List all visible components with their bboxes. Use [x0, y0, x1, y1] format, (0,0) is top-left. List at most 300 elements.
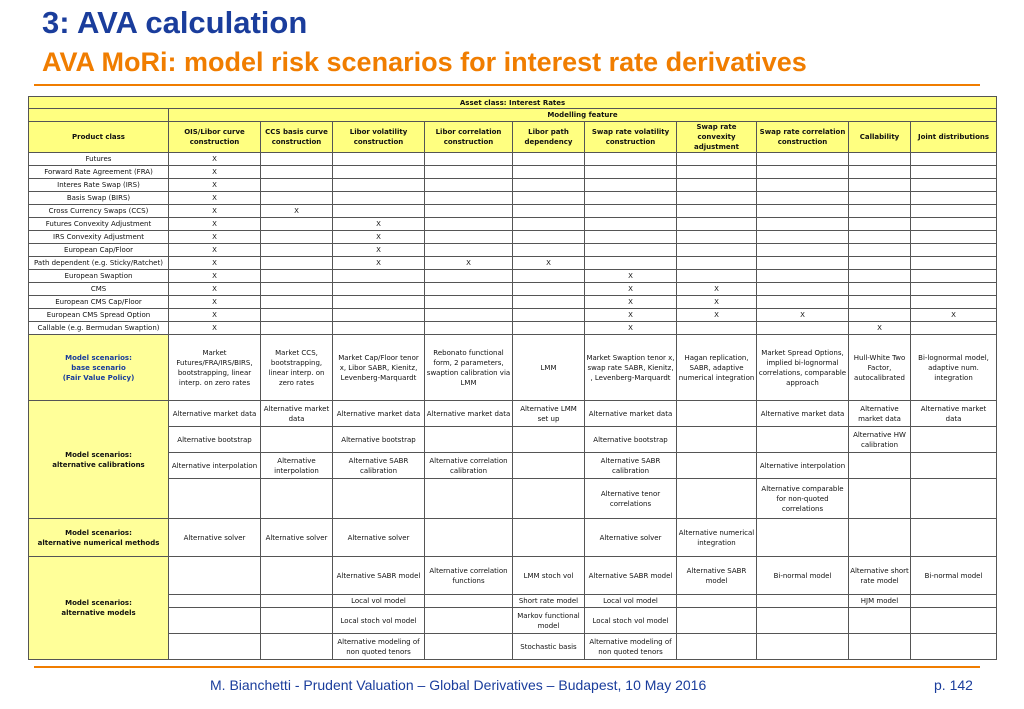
- base-scenario-cell: Bi-lognormal model, adaptive num. integration: [911, 335, 997, 401]
- feature-mark: [849, 296, 911, 309]
- product-name: Futures Convexity Adjustment: [29, 218, 169, 231]
- feature-mark: [677, 218, 757, 231]
- empty-cell: [757, 519, 849, 557]
- feature-mark: [757, 244, 849, 257]
- alt-model-cell: Alternative SABR model: [585, 557, 677, 595]
- feature-mark: [513, 231, 585, 244]
- feature-mark: [425, 205, 513, 218]
- feature-mark: [911, 322, 997, 335]
- alt-model-cell: Alternative modeling of non quoted tenors: [585, 634, 677, 660]
- empty-cell: [513, 479, 585, 519]
- feature-mark: [849, 179, 911, 192]
- feature-mark: X: [677, 309, 757, 322]
- column-header: Libor path dependency: [513, 122, 585, 153]
- empty-cell: [849, 608, 911, 634]
- feature-mark: X: [757, 309, 849, 322]
- empty-cell: [169, 557, 261, 595]
- empty-cell: [425, 479, 513, 519]
- feature-mark: X: [911, 309, 997, 322]
- table-row: [29, 192, 997, 205]
- feature-mark: [849, 205, 911, 218]
- empty-cell: [911, 595, 997, 608]
- alt-model-cell: Markov functional model: [513, 608, 585, 634]
- empty-cell: [261, 427, 333, 453]
- feature-mark: [513, 153, 585, 166]
- table-row: [29, 479, 997, 519]
- empty-cell: [425, 634, 513, 660]
- empty-cell: [677, 479, 757, 519]
- feature-mark: [911, 283, 997, 296]
- column-header: OIS/Libor curve construction: [169, 122, 261, 153]
- feature-mark: X: [513, 257, 585, 270]
- product-name: Basis Swap (BIRS): [29, 192, 169, 205]
- column-header: Swap rate correlation construction: [757, 122, 849, 153]
- feature-mark: X: [169, 218, 261, 231]
- alt-numerical-cell: Alternative solver: [333, 519, 425, 557]
- column-header: Callability: [849, 122, 911, 153]
- alt-model-cell: Local vol model: [585, 595, 677, 608]
- table-row: [29, 557, 997, 595]
- table-row: [29, 519, 997, 557]
- feature-mark: X: [169, 179, 261, 192]
- alt-calibration-cell: Alternative correlation calibration: [425, 453, 513, 479]
- feature-mark: X: [169, 231, 261, 244]
- header-spacer: [29, 109, 169, 122]
- asset-class-header: Asset class: Interest Rates: [29, 97, 997, 109]
- alt-calibration-cell: Alternative LMM set up: [513, 401, 585, 427]
- feature-mark: X: [169, 322, 261, 335]
- product-name: Forward Rate Agreement (FRA): [29, 166, 169, 179]
- label-line: Model scenarios:: [65, 353, 132, 362]
- feature-mark: [261, 192, 333, 205]
- feature-mark: [757, 205, 849, 218]
- feature-mark: [425, 283, 513, 296]
- alt-model-cell: Alternative SABR model: [677, 557, 757, 595]
- feature-mark: [425, 244, 513, 257]
- empty-cell: [261, 479, 333, 519]
- feature-mark: [261, 179, 333, 192]
- label-line: (Fair Value Policy): [62, 373, 135, 382]
- feature-mark: [333, 296, 425, 309]
- feature-mark: [849, 153, 911, 166]
- alt-numerical-cell: Alternative solver: [585, 519, 677, 557]
- alt-calibration-cell: Alternative market data: [425, 401, 513, 427]
- feature-mark: [333, 309, 425, 322]
- empty-cell: [513, 519, 585, 557]
- feature-mark: [677, 166, 757, 179]
- alt-model-cell: Bi-normal model: [757, 557, 849, 595]
- alt-calibration-cell: Alternative market data: [585, 401, 677, 427]
- feature-mark: [513, 179, 585, 192]
- product-name: Interes Rate Swap (IRS): [29, 179, 169, 192]
- feature-mark: [333, 270, 425, 283]
- base-scenario-cell: Hagan replication, SABR, adaptive numerical integration: [677, 335, 757, 401]
- feature-mark: [911, 179, 997, 192]
- product-name: Cross Currency Swaps (CCS): [29, 205, 169, 218]
- slide-title: 3: AVA calculation: [42, 5, 308, 40]
- feature-mark: X: [585, 309, 677, 322]
- table-row: [29, 309, 997, 322]
- base-scenario-cell: Rebonato functional form, 2 parameters, swaption calibration via LMM: [425, 335, 513, 401]
- feature-mark: [849, 218, 911, 231]
- column-header: Libor volatility construction: [333, 122, 425, 153]
- feature-mark: [849, 309, 911, 322]
- feature-mark: [911, 153, 997, 166]
- feature-mark: [425, 218, 513, 231]
- empty-cell: [677, 595, 757, 608]
- empty-cell: [757, 634, 849, 660]
- feature-mark: X: [169, 283, 261, 296]
- empty-cell: [677, 634, 757, 660]
- feature-mark: [757, 296, 849, 309]
- alt-numerical-cell: Alternative solver: [169, 519, 261, 557]
- empty-cell: [911, 634, 997, 660]
- feature-mark: [425, 192, 513, 205]
- alt-calibration-cell: Alternative market data: [911, 401, 997, 427]
- empty-cell: [911, 453, 997, 479]
- empty-cell: [261, 634, 333, 660]
- feature-mark: [849, 231, 911, 244]
- empty-cell: [911, 479, 997, 519]
- label-line: alternative models: [61, 609, 136, 617]
- base-scenario-cell: Market Swaption tenor x, swap rate SABR, Kienitz, , Levenberg-Marquardt: [585, 335, 677, 401]
- footer-divider: [34, 666, 980, 668]
- feature-mark: X: [261, 205, 333, 218]
- table-row: [29, 270, 997, 283]
- table-row: [29, 296, 997, 309]
- alt-calibration-cell: Alternative interpolation: [169, 453, 261, 479]
- feature-mark: [911, 257, 997, 270]
- feature-mark: X: [849, 322, 911, 335]
- feature-mark: [333, 153, 425, 166]
- slide-footer: M. Bianchetti - Prudent Valuation – Global Derivatives – Budapest, 10 May 2016: [210, 677, 707, 693]
- feature-mark: [585, 153, 677, 166]
- feature-mark: [585, 205, 677, 218]
- product-name: European Swaption: [29, 270, 169, 283]
- feature-mark: [585, 192, 677, 205]
- feature-mark: [425, 231, 513, 244]
- column-header: Libor correlation construction: [425, 122, 513, 153]
- empty-cell: [677, 608, 757, 634]
- alt-calibration-cell: Alternative bootstrap: [585, 427, 677, 453]
- feature-mark: X: [169, 166, 261, 179]
- alt-model-cell: Short rate model: [513, 595, 585, 608]
- feature-mark: X: [425, 257, 513, 270]
- label-line: Model scenarios:: [65, 599, 132, 607]
- alt-numerical-cell: Alternative solver: [261, 519, 333, 557]
- feature-mark: [333, 322, 425, 335]
- alt-model-cell: Alternative short rate model: [849, 557, 911, 595]
- feature-mark: [261, 166, 333, 179]
- alt-models-label: [29, 557, 169, 660]
- feature-mark: [849, 192, 911, 205]
- empty-cell: [849, 453, 911, 479]
- label-line: base scenario: [71, 363, 126, 372]
- product-name: European CMS Spread Option: [29, 309, 169, 322]
- feature-mark: [757, 153, 849, 166]
- alt-calibration-cell: Alternative SABR calibration: [585, 453, 677, 479]
- empty-cell: [911, 519, 997, 557]
- alt-model-cell: Local vol model: [333, 595, 425, 608]
- feature-mark: [677, 231, 757, 244]
- empty-cell: [677, 401, 757, 427]
- empty-cell: [757, 608, 849, 634]
- feature-mark: X: [169, 153, 261, 166]
- base-scenario-label: [29, 335, 169, 401]
- empty-cell: [261, 557, 333, 595]
- feature-mark: [849, 166, 911, 179]
- base-scenario-cell: Market Spread Options, implied bi-lognormal correlations, comparable approach: [757, 335, 849, 401]
- feature-mark: X: [169, 270, 261, 283]
- label-line: Model scenarios:: [65, 528, 132, 537]
- table-row: [29, 401, 997, 427]
- feature-mark: X: [169, 257, 261, 270]
- table-row: [29, 335, 997, 401]
- feature-mark: X: [333, 257, 425, 270]
- alt-calibration-cell: Alternative HW calibration: [849, 427, 911, 453]
- alt-calibration-cell: Alternative SABR calibration: [333, 453, 425, 479]
- feature-mark: [513, 296, 585, 309]
- feature-mark: [849, 257, 911, 270]
- table-row: [29, 257, 997, 270]
- feature-mark: [261, 244, 333, 257]
- feature-mark: [911, 192, 997, 205]
- feature-mark: [585, 166, 677, 179]
- feature-mark: [333, 283, 425, 296]
- feature-mark: [425, 179, 513, 192]
- feature-mark: [849, 244, 911, 257]
- alt-calibration-cell: Alternative bootstrap: [333, 427, 425, 453]
- feature-mark: X: [585, 270, 677, 283]
- column-header: Swap rate convexity adjustment: [677, 122, 757, 153]
- empty-cell: [169, 634, 261, 660]
- feature-mark: [513, 205, 585, 218]
- feature-mark: [911, 270, 997, 283]
- feature-mark: [425, 166, 513, 179]
- model-risk-table: [28, 96, 997, 660]
- alt-calibration-cell: Alternative comparable for non-quoted correlations: [757, 479, 849, 519]
- page-number: p. 142: [934, 677, 973, 693]
- feature-mark: [261, 270, 333, 283]
- alt-calibration-cell: Alternative bootstrap: [169, 427, 261, 453]
- alt-model-cell: Alternative modeling of non quoted tenors: [333, 634, 425, 660]
- feature-mark: [261, 218, 333, 231]
- alt-calibration-cell: Alternative market data: [169, 401, 261, 427]
- table-row: [29, 322, 997, 335]
- alt-calibrations-label: [29, 401, 169, 519]
- product-name: Callable (e.g. Bermudan Swaption): [29, 322, 169, 335]
- feature-mark: X: [333, 231, 425, 244]
- table-row: [29, 595, 997, 608]
- feature-mark: [513, 283, 585, 296]
- feature-mark: [333, 166, 425, 179]
- feature-mark: [333, 179, 425, 192]
- feature-mark: [757, 192, 849, 205]
- feature-mark: X: [169, 205, 261, 218]
- product-name: European Cap/Floor: [29, 244, 169, 257]
- empty-cell: [849, 479, 911, 519]
- empty-cell: [261, 595, 333, 608]
- feature-mark: [849, 283, 911, 296]
- feature-mark: [261, 153, 333, 166]
- empty-cell: [169, 608, 261, 634]
- feature-mark: [585, 218, 677, 231]
- alt-model-cell: Stochastic basis: [513, 634, 585, 660]
- product-name: European CMS Cap/Floor: [29, 296, 169, 309]
- modelling-feature-header: Modelling feature: [169, 109, 997, 122]
- alt-numerical-label: [29, 519, 169, 557]
- feature-mark: [677, 322, 757, 335]
- feature-mark: [425, 153, 513, 166]
- alt-model-cell: Alternative correlation functions: [425, 557, 513, 595]
- feature-mark: X: [677, 296, 757, 309]
- feature-mark: [911, 296, 997, 309]
- feature-mark: [757, 322, 849, 335]
- table-row: [29, 634, 997, 660]
- product-class-header: Product class: [29, 122, 169, 153]
- slide-subtitle: AVA MoRi: model risk scenarios for interest rate derivatives: [42, 47, 807, 77]
- feature-mark: [513, 192, 585, 205]
- empty-cell: [169, 479, 261, 519]
- product-name: Futures: [29, 153, 169, 166]
- feature-mark: [333, 192, 425, 205]
- product-name: IRS Convexity Adjustment: [29, 231, 169, 244]
- feature-mark: [513, 309, 585, 322]
- feature-mark: X: [333, 218, 425, 231]
- feature-mark: [425, 270, 513, 283]
- feature-mark: [513, 244, 585, 257]
- feature-mark: [585, 179, 677, 192]
- alt-model-cell: Local stoch vol model: [585, 608, 677, 634]
- empty-cell: [261, 608, 333, 634]
- feature-mark: [425, 322, 513, 335]
- empty-cell: [757, 595, 849, 608]
- feature-mark: X: [333, 244, 425, 257]
- empty-cell: [677, 427, 757, 453]
- empty-cell: [425, 608, 513, 634]
- empty-cell: [849, 519, 911, 557]
- empty-cell: [333, 479, 425, 519]
- label-line: Model scenarios:: [65, 450, 132, 459]
- table-row: [29, 231, 997, 244]
- feature-mark: X: [585, 322, 677, 335]
- feature-mark: [425, 309, 513, 322]
- alt-calibration-cell: Alternative interpolation: [757, 453, 849, 479]
- product-name: Path dependent (e.g. Sticky/Ratchet): [29, 257, 169, 270]
- feature-mark: [757, 166, 849, 179]
- feature-mark: X: [585, 283, 677, 296]
- table-row: [29, 244, 997, 257]
- feature-mark: [911, 231, 997, 244]
- feature-mark: [513, 322, 585, 335]
- feature-mark: [757, 218, 849, 231]
- feature-mark: [677, 205, 757, 218]
- feature-mark: [261, 231, 333, 244]
- column-header: Joint distributions: [911, 122, 997, 153]
- table-row: [29, 166, 997, 179]
- feature-mark: [757, 283, 849, 296]
- empty-cell: [677, 453, 757, 479]
- label-line: alternative numerical methods: [37, 538, 160, 547]
- table-row: [29, 608, 997, 634]
- feature-mark: [513, 218, 585, 231]
- alt-model-cell: Alternative SABR model: [333, 557, 425, 595]
- empty-cell: [513, 453, 585, 479]
- empty-cell: [757, 427, 849, 453]
- feature-mark: [677, 257, 757, 270]
- feature-mark: [911, 166, 997, 179]
- feature-mark: [261, 309, 333, 322]
- feature-mark: [513, 166, 585, 179]
- feature-mark: [677, 179, 757, 192]
- feature-mark: [757, 231, 849, 244]
- feature-mark: [911, 218, 997, 231]
- alt-calibration-cell: Alternative market data: [849, 401, 911, 427]
- empty-cell: [425, 595, 513, 608]
- empty-cell: [425, 427, 513, 453]
- column-header: Swap rate volatility construction: [585, 122, 677, 153]
- alt-model-cell: HJM model: [849, 595, 911, 608]
- feature-mark: [261, 257, 333, 270]
- base-scenario-cell: Market Cap/Floor tenor x, Libor SABR, Kienitz, Levenberg-Marquardt: [333, 335, 425, 401]
- product-name: CMS: [29, 283, 169, 296]
- empty-cell: [513, 427, 585, 453]
- feature-mark: [585, 231, 677, 244]
- empty-cell: [425, 519, 513, 557]
- empty-cell: [911, 608, 997, 634]
- empty-cell: [169, 595, 261, 608]
- feature-mark: [757, 179, 849, 192]
- alt-calibration-cell: Alternative market data: [261, 401, 333, 427]
- feature-mark: [677, 270, 757, 283]
- label-line: alternative calibrations: [52, 460, 145, 469]
- feature-mark: [849, 270, 911, 283]
- alt-model-cell: LMM stoch vol: [513, 557, 585, 595]
- alt-calibration-cell: Alternative market data: [333, 401, 425, 427]
- feature-mark: [677, 192, 757, 205]
- table-row: [29, 218, 997, 231]
- title-divider: [34, 84, 980, 86]
- feature-mark: X: [677, 283, 757, 296]
- alt-numerical-cell: Alternative numerical integration: [677, 519, 757, 557]
- model-risk-table-container: [28, 96, 996, 660]
- table-row: [29, 153, 997, 166]
- feature-mark: [911, 244, 997, 257]
- empty-cell: [849, 634, 911, 660]
- alt-calibration-cell: Alternative market data: [757, 401, 849, 427]
- empty-cell: [911, 427, 997, 453]
- table-row: [29, 205, 997, 218]
- base-scenario-cell: LMM: [513, 335, 585, 401]
- alt-calibration-cell: Alternative interpolation: [261, 453, 333, 479]
- feature-mark: X: [169, 244, 261, 257]
- table-row: [29, 427, 997, 453]
- feature-mark: [261, 296, 333, 309]
- feature-mark: [677, 153, 757, 166]
- alt-model-cell: Bi-normal model: [911, 557, 997, 595]
- table-row: [29, 453, 997, 479]
- alt-model-cell: Local stoch vol model: [333, 608, 425, 634]
- feature-mark: [333, 205, 425, 218]
- base-scenario-cell: Market CCS, bootstrapping, linear interp. on zero rates: [261, 335, 333, 401]
- feature-mark: [677, 244, 757, 257]
- feature-mark: [757, 270, 849, 283]
- alt-calibration-cell: Alternative tenor correlations: [585, 479, 677, 519]
- feature-mark: [261, 322, 333, 335]
- feature-mark: [513, 270, 585, 283]
- feature-mark: [585, 257, 677, 270]
- feature-mark: X: [169, 192, 261, 205]
